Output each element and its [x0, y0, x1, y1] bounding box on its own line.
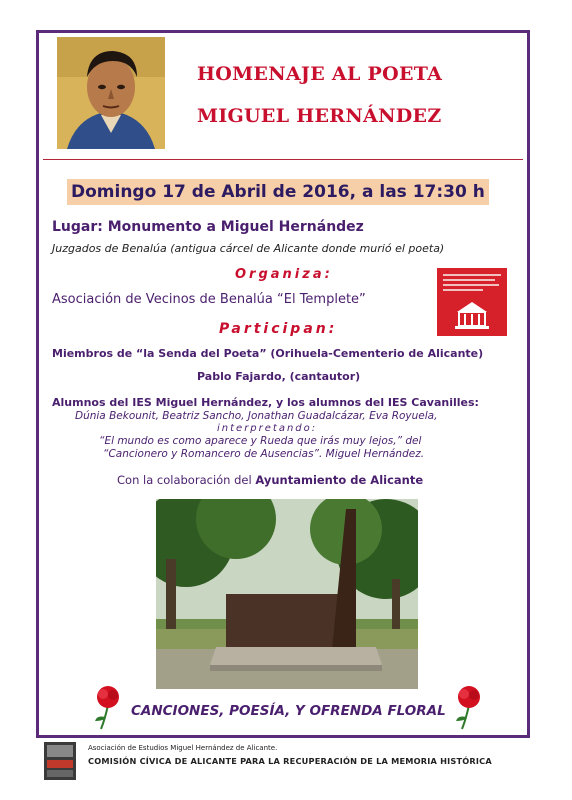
interpretando-label: interpretando: [217, 423, 318, 434]
event-date: Domingo 17 de Abril de 2016, a las 17:30 h [67, 179, 489, 205]
carnation-right-icon [452, 685, 486, 731]
bottom-main-text: COMISIÓN CÍVICA DE ALICANTE PARA LA RECUPERACIÓN DE LA MEMORIA HISTÓRICA [88, 756, 492, 766]
footer-banner: CANCIONES, POESÍA, Y OFRENDA FLORAL [131, 703, 446, 719]
comision-badge-icon [44, 742, 76, 780]
organizer-name: Asociación de Vecinos de Benalúa “El Templete” [52, 292, 366, 307]
place-detail: Juzgados de Benalúa (antigua cárcel de Alicante donde murió el poeta) [52, 242, 445, 255]
participant-1: Miembros de “la Senda del Poeta” (Orihuela-Cementerio de Alicante) [52, 347, 484, 360]
monument-photo [156, 499, 418, 689]
quote-line-1: “El mundo es como aparece y Rueda que irás muy lejos,” del [99, 435, 422, 447]
collab-entity: Ayuntamiento de Alicante [255, 473, 424, 487]
quote-line-2: “Cancionero y Romancero de Ausencias”. Miguel Hernández. [103, 448, 425, 460]
participan-heading: Participan: [219, 321, 338, 337]
students-line: Alumnos del IES Miguel Hernández, y los alumnos del IES Cavanilles: [52, 396, 479, 409]
title-line-1: HOMENAJE AL POETA [197, 63, 443, 85]
poster-frame [36, 30, 530, 738]
students-names: Dúnia Bekounit, Beatriz Sancho, Jonathan Guadalcázar, Eva Royuela, [75, 410, 438, 422]
collaboration-line [117, 473, 423, 487]
poet-portrait [57, 37, 165, 149]
organiza-heading: Organiza: [235, 267, 333, 282]
carnation-left-icon [91, 685, 125, 731]
collab-prefix: Con la colaboración del [117, 473, 256, 487]
participant-2: Pablo Fajardo, (cantautor) [197, 370, 361, 383]
bottom-small-text: Asociación de Estudios Miguel Hernández de Alicante. [88, 744, 278, 752]
title-divider [43, 159, 523, 160]
title-line-2: MIGUEL HERNÁNDEZ [197, 105, 442, 127]
place-label: Lugar: Monumento a Miguel Hernández [52, 219, 364, 235]
templete-logo [437, 268, 507, 336]
